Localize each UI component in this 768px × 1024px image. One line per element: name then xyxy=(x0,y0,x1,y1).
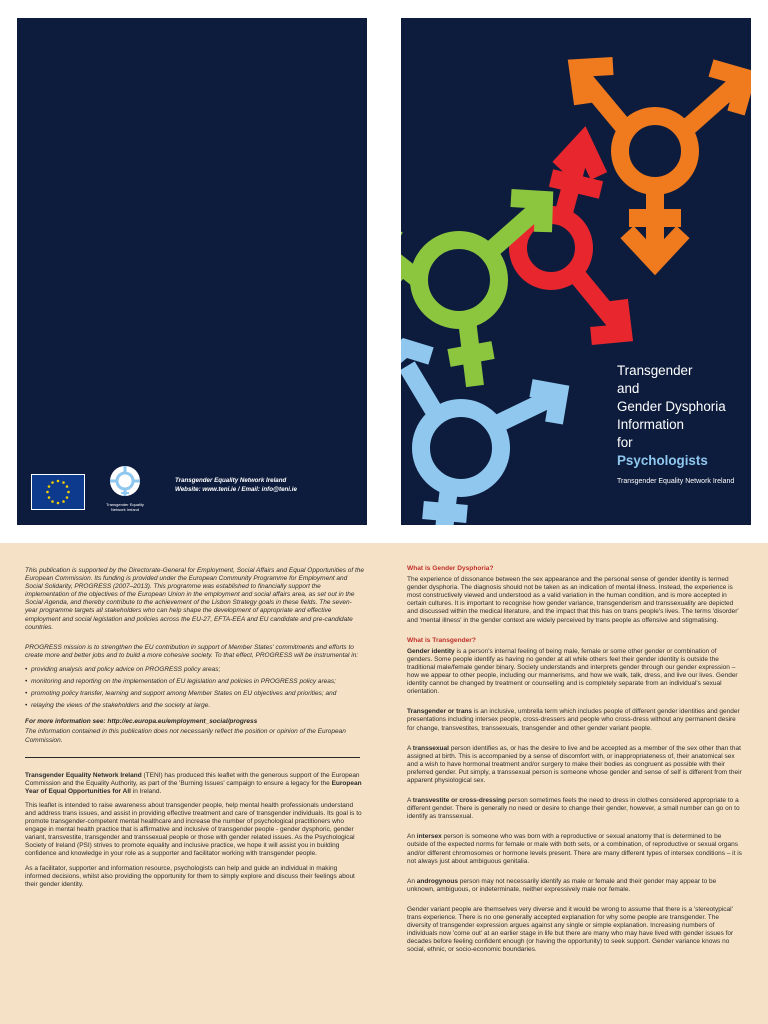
teni-logo xyxy=(103,462,147,520)
term: transsexual xyxy=(412,744,449,752)
title-line: and xyxy=(617,381,640,396)
term: androgynous xyxy=(416,877,458,885)
teni-text: (TENI) has produced this leaflet with the generous support of the European Commission and the Equality Authority, as part of the 'Burning Issues' campaign to ensure a legacy for the xyxy=(25,771,360,787)
title-accent: Psychologists xyxy=(617,453,708,468)
heading-gender-dysphoria: What is Gender Dysphoria? xyxy=(407,565,494,572)
inside-spread xyxy=(0,543,768,1024)
list-item: • monitoring and reporting on the implementation of EU legislation and policies in PROGRESS policy areas; xyxy=(25,678,364,686)
definition: is a person's internal feeling of being male, female or some other gender or combination of genders. Some people identify as having no gender at all while others feel their gender identity is outside the traditional male/female gender binary. Society understands and interprets gender through our gender expression – how we appear to other people, including our mannerisms, and how we walk, talk, dress, and live our lives. Gender identity cannot be changed by treatment or counselling and is completely separate from an individual's sexual orientation. xyxy=(407,647,738,696)
teni-acknowledgement xyxy=(25,772,364,796)
definition: person may not necessarily identify as male or female and their gender may appear to be unknown, ambiguous, or indeterminate, neither expressively male nor female. xyxy=(407,877,717,893)
transgender-text xyxy=(407,708,743,732)
progress-mission: PROGRESS mission is to strengthen the EU contribution in support of Member States' commitments and efforts to create more and better jobs and to build a more cohesive society. To that effect, PROGRESS will be instrumental in: xyxy=(25,643,359,659)
disclaimer: The information contained in this publication does not necessarily reflect the position or opinion of the European Commission. xyxy=(25,728,346,744)
term: intersex xyxy=(416,833,442,841)
article: An xyxy=(407,877,417,885)
svg-text:Transgender Equality: Transgender Equality xyxy=(106,502,144,507)
term: transvestite or cross-dressing xyxy=(412,797,506,805)
androgynous-text xyxy=(407,878,743,894)
divider xyxy=(25,757,360,758)
definition: person sometimes feels the need to dress in clothes considered appropriate to a different gender. There is generally no need or desire to change their gender, however, a small number can go on to identify as transsexual. xyxy=(407,797,740,821)
definition: person identifies as, or has the desire to live and be accepted as a member of the sex other than that assigned at birth. This is accompanied by a sense of discomfort with, or inappropriateness of, their anatomical sex and a wish to have hormonal treatment and/or surgery to make their bodies as congruent as possible with their preferred gender. Put simply, a transsexual person is someone whose gender and sense of self is different from their apparent physiological sex. xyxy=(407,744,742,784)
list-item: • promoting policy transfer, learning and support among Member States on EU objectives and priorities; and xyxy=(25,690,364,698)
left-column xyxy=(25,567,364,895)
transsexual-text xyxy=(407,745,743,785)
european-year: European Year of Equal Opportunities for All xyxy=(25,779,362,795)
term: Transgender or trans xyxy=(407,708,473,716)
cover-org: Transgender Equality Network Ireland xyxy=(617,478,735,485)
right-column xyxy=(407,565,743,960)
back-cover xyxy=(17,18,367,525)
title-line: Information xyxy=(617,417,684,432)
intersex-text xyxy=(407,833,743,865)
back-cover-org: Transgender Equality Network Ireland xyxy=(175,477,287,484)
definition: person is someone who was born with a reproductive or sexual anatomy that is determined to be outside of the expected norms for female or male with both sets, or a combination, of reproductive or sexual organs and/or different chromosomes or hormone levels present. There are many different types of intersex conditions – it is not always just about ambiguous genitalia. xyxy=(407,833,742,865)
front-cover xyxy=(401,18,751,525)
definition: is an inclusive, umbrella term which includes people of different gender identities and gender presentations including intersex people, cross-dressers and people who cross-dress without any permanent desire for change, transvestites, transsexuals, transgender and other gender variant people. xyxy=(407,708,740,732)
title-line: for xyxy=(617,435,633,450)
list-item: • providing analysis and policy advice on PROGRESS policy areas; xyxy=(25,666,364,674)
cover-title xyxy=(617,362,726,470)
eu-flag-icon xyxy=(31,474,85,510)
transvestite-text xyxy=(407,797,743,821)
more-info-link[interactable]: For more information see: http://ec.europa.eu/employment_social/progress xyxy=(25,718,258,726)
title-line: Transgender xyxy=(617,363,693,378)
dysphoria-text: The experience of dissonance between the sex appearance and the personal sense of gender identity is termed gender dysphoria. The diagnosis should not be taken as an indication of mental illness. Instead, the experience is most constructively viewed and understood as a valid variation in the human condition, and is more accepted in certain cultures. It is important to recognise how gender variance, transgenderism and transsexuality are depicted and discussed within the medical literature, and the impact that this has on trans people's lives. The terms 'disorder' and 'mental illness' in the gender context are widely perceived by trans people as offensive and stigmatising. xyxy=(407,576,739,624)
leaflet-aim: This leaflet is intended to raise awareness about transgender people, help mental health professionals understand and address trans issues, and assist in providing effective treatment and care of transgender individuals. Its goal is to promote transgender-competent mental healthcare and increase the number of psychological practitioners who engage in mental health practice that is affirmative and inclusive of transgender people - gender dysphoric, gender variant, transvestite, transgender and transsexual people or those with gender related issues. As the Psychological Society of Ireland (PSI) strives to promote equality and inclusive practice, we hope it will assist you in building confidence and knowledge in your role as a supporter and facilitator working with transgender people. xyxy=(25,801,362,858)
progress-bullet-list xyxy=(25,666,364,710)
teni-text-end: in Ireland. xyxy=(130,787,162,795)
gender-variant-text: Gender variant people are themselves very diverse and it would be wrong to assume that there is a 'stereotypical' trans experience. There is no one generally accepted explanation for why some people are transgender. The diversity of transgender expression argues against any single or simple explanation. Increasing numbers of individuals now 'come out' at an earlier stage in life but there are many who may have lived with gender issues for decades before feeling confident enough (or having the opportunity) to seek support. Gender variance knows no social, ethnic, or socio-economic boundaries. xyxy=(407,905,734,954)
facilitator-text: As a facilitator, supporter and information resource, psychologists can help and guide an individual in making informed decisions, whilst also providing the opportunity for them to simply explore and discuss their feelings about their gender identity. xyxy=(25,864,355,888)
list-item: • relaying the views of the stakeholders and the society at large. xyxy=(25,702,364,710)
svg-text:Network Ireland: Network Ireland xyxy=(110,507,140,512)
back-cover-contact xyxy=(175,476,297,494)
progress-intro: This publication is supported by the Directorate-General for Employment, Social Affairs and Equal Opportunities of the European Commission. Its funding is provided under the European Community Programme for Employment and Social Solidarity, PROGRESS (2007–2013). This programme was established to financially support the implementation of the objectives of the European Union in the employment and social affairs area, as set out in the Social Agenda, and thereby contribute to the achievement of the Lisbon Strategy goals in these fields. The seven-year programme targets all stakeholders who can help shape the development of appropriate and effective employment and social legislation and policies across the EU-27, EFTA-EEA and EU candidate and pre-candidate countries. xyxy=(25,567,365,631)
article: A xyxy=(407,797,413,805)
heading-transgender: What is Transgender? xyxy=(407,636,476,644)
term: Gender identity xyxy=(407,647,455,655)
gender-identity-text xyxy=(407,648,743,697)
article: A xyxy=(407,744,413,752)
title-line: Gender Dysphoria xyxy=(617,399,726,414)
teni-name: Transgender Equality Network Ireland xyxy=(25,771,142,779)
article: An xyxy=(407,833,417,841)
back-cover-web-email[interactable]: Website: www.teni.ie / Email: info@teni.ie xyxy=(175,486,297,493)
